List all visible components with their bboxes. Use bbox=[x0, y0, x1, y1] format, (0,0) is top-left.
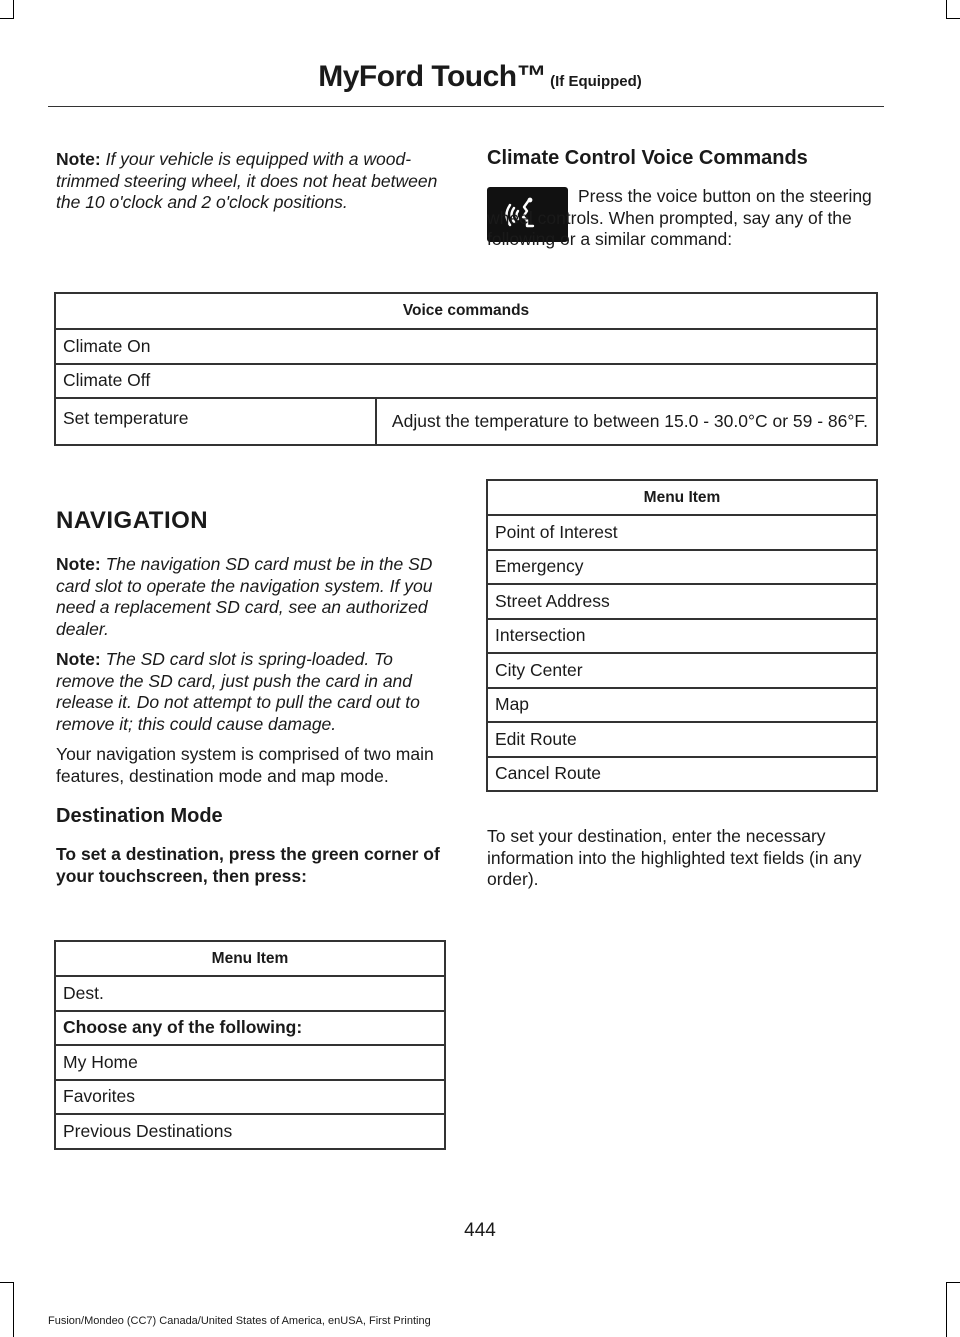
page-title: MyFord Touch™ bbox=[318, 60, 547, 93]
climate-text: Press the voice button on the steering wheel controls. When prompted, say any of the following or a similar command: bbox=[487, 186, 872, 249]
set-temperature-description: Adjust the temperature to between 15.0 - 30.0°C or 59 - 86°F. bbox=[376, 398, 877, 445]
climate-heading: Climate Control Voice Commands bbox=[487, 147, 808, 169]
table-row: Dest. bbox=[55, 976, 445, 1011]
table-row: Cancel Route bbox=[487, 757, 877, 792]
crop-mark bbox=[946, 18, 960, 19]
destination-entry-paragraph: To set your destination, enter the necessary information into the highlighted text fields (in any order). bbox=[487, 826, 862, 889]
navigation-intro: Your navigation system is comprised of two main features, destination mode and map mode. bbox=[56, 744, 434, 786]
table-row: Choose any of the following: bbox=[55, 1011, 445, 1046]
crop-mark bbox=[13, 1282, 14, 1337]
voice-commands-table bbox=[54, 292, 878, 446]
navigation-section bbox=[56, 507, 448, 887]
sd-slot-note: The SD card slot is spring-loaded. To remove the SD card, just push the card in and release it. Do not attempt to pull the card out to remove it; this could cause damage. bbox=[56, 649, 420, 734]
page-subtitle: (If Equipped) bbox=[550, 73, 642, 90]
table-row: Emergency bbox=[487, 550, 877, 585]
page-header bbox=[0, 60, 960, 94]
table-row: Climate On bbox=[55, 329, 877, 364]
note-label: Note: bbox=[56, 149, 101, 169]
table-row: Favorites bbox=[55, 1080, 445, 1115]
table-row: Street Address bbox=[487, 584, 877, 619]
crop-mark bbox=[946, 0, 947, 18]
navigation-heading: NAVIGATION bbox=[56, 507, 209, 534]
destination-instruction: To set a destination, press the green corner of your touchscreen, then press: bbox=[56, 844, 440, 886]
table-row: Climate Off bbox=[55, 364, 877, 399]
destination-menu-table bbox=[54, 940, 446, 1150]
voice-table-header: Voice commands bbox=[55, 293, 877, 329]
set-temperature-label: Set temperature bbox=[55, 398, 376, 445]
header-divider bbox=[48, 106, 884, 107]
menu-table-header: Menu Item bbox=[487, 480, 877, 515]
table-row: Intersection bbox=[487, 619, 877, 654]
steering-wheel-note bbox=[56, 149, 448, 214]
destination-mode-heading: Destination Mode bbox=[56, 805, 223, 827]
navigation-menu-table bbox=[486, 479, 878, 792]
menu-table-header: Menu Item bbox=[55, 941, 445, 976]
destination-entry-text bbox=[487, 826, 882, 891]
crop-mark bbox=[0, 1282, 14, 1283]
page-number: 444 bbox=[464, 1220, 496, 1241]
crop-mark bbox=[946, 1282, 960, 1283]
climate-section bbox=[487, 147, 887, 170]
table-row: Previous Destinations bbox=[55, 1114, 445, 1149]
sd-card-note: The navigation SD card must be in the SD card slot to operate the navigation system. If you need a replacement SD card, see an authorized dealer. bbox=[56, 554, 433, 639]
table-row: Edit Route bbox=[487, 722, 877, 757]
page-footer: Fusion/Mondeo (CC7) Canada/United States of America, enUSA, First Printing bbox=[48, 1315, 431, 1327]
climate-instruction bbox=[487, 186, 882, 251]
table-row: My Home bbox=[55, 1045, 445, 1080]
note-label: Note: bbox=[56, 554, 101, 574]
table-row: Point of Interest bbox=[487, 515, 877, 550]
crop-mark bbox=[13, 0, 14, 18]
crop-mark bbox=[0, 18, 14, 19]
table-row: City Center bbox=[487, 653, 877, 688]
note-text: If your vehicle is equipped with a wood-trimmed steering wheel, it does not heat between the 10 o'clock and 2 o'clock positions. bbox=[56, 149, 438, 212]
table-row: Map bbox=[487, 688, 877, 723]
crop-mark bbox=[946, 1282, 947, 1337]
note-label: Note: bbox=[56, 649, 101, 669]
